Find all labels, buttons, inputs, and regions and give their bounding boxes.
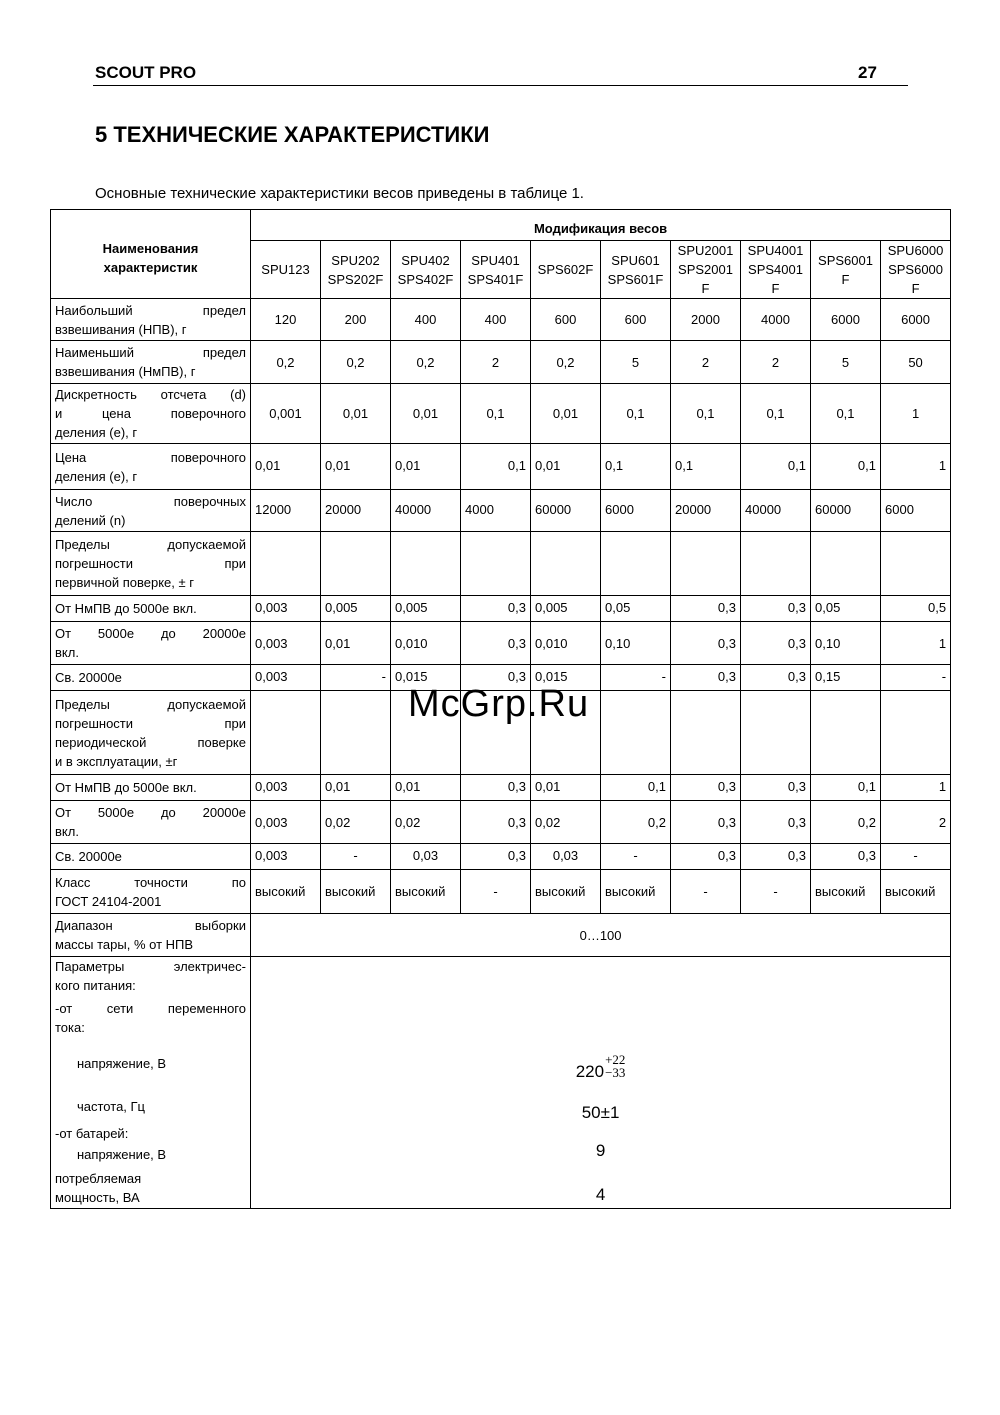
- table-cell: 1: [881, 622, 951, 665]
- text-line: вкл.: [55, 645, 79, 660]
- table-cell: высокий: [531, 870, 601, 914]
- table-cell: 5: [811, 341, 881, 384]
- model-header: [321, 241, 391, 299]
- table-cell: 0,2: [391, 341, 461, 384]
- table-cell: 0,01: [391, 775, 461, 801]
- table-cell: 120: [251, 299, 321, 341]
- row-label: [51, 596, 251, 622]
- table-cell: высокий: [251, 870, 321, 914]
- text-line: первичной поверке, ± г: [55, 575, 194, 590]
- table-cell: 2: [881, 801, 951, 844]
- table-cell: [671, 532, 741, 596]
- text-line: F: [841, 271, 850, 287]
- table-cell: 0,3: [671, 801, 741, 844]
- voltage-nominal: 220: [575, 1062, 605, 1081]
- text-line: Св. 20000е: [55, 849, 122, 864]
- table-cell: 0,01: [391, 384, 461, 444]
- text-line: делений (n): [55, 512, 126, 528]
- table-cell: 2: [741, 341, 811, 384]
- voltage-value: [251, 1053, 950, 1079]
- header-rule: [93, 85, 908, 86]
- table-cell: 0,01: [251, 444, 321, 490]
- table-row: [51, 957, 951, 1209]
- text-line: SPS4001: [748, 262, 803, 277]
- table-cell: 0,003: [251, 665, 321, 691]
- table-cell: 6000: [811, 299, 881, 341]
- table-cell: 2000: [671, 299, 741, 341]
- table-row: [51, 622, 951, 665]
- table-cell: 0,01: [321, 444, 391, 490]
- table-cell: высокий: [811, 870, 881, 914]
- table-cell: 0,1: [601, 775, 671, 801]
- table-cell: [251, 691, 321, 775]
- text-line: Цена поверочного: [55, 449, 246, 465]
- table-cell: -: [671, 870, 741, 914]
- table-cell: 0,3: [461, 775, 531, 801]
- row-label: [51, 341, 251, 384]
- section-title: 5 ТЕХНИЧЕСКИЕ ХАРАКТЕРИСТИКИ: [95, 122, 490, 147]
- table-row: [51, 870, 951, 914]
- table-cell: 6000: [881, 490, 951, 532]
- table-cell: -: [881, 665, 951, 691]
- table-cell: 0,015: [531, 665, 601, 691]
- text-line: характеристик: [103, 260, 198, 275]
- table-row: [51, 384, 951, 444]
- voltage-tolerance: [605, 1053, 625, 1079]
- table-cell: [671, 691, 741, 775]
- table-cell: 0,3: [461, 844, 531, 870]
- table-cell: -: [601, 665, 671, 691]
- table-cell: 0,003: [251, 844, 321, 870]
- table-row: [51, 341, 951, 384]
- table-cell: [601, 691, 671, 775]
- table-cell: [741, 532, 811, 596]
- table-cell: 2: [461, 341, 531, 384]
- model-header: [671, 241, 741, 299]
- table-cell: высокий: [321, 870, 391, 914]
- table-cell: -: [601, 844, 671, 870]
- table-cell: 1: [881, 775, 951, 801]
- table-cell: 0,2: [601, 801, 671, 844]
- power-values: [251, 957, 951, 1209]
- table-cell: 0,003: [251, 622, 321, 665]
- table-cell: 0,1: [601, 384, 671, 444]
- table-cell: 0,05: [601, 596, 671, 622]
- table-cell: -: [321, 665, 391, 691]
- table-cell: [321, 691, 391, 775]
- table-cell: 0,010: [531, 622, 601, 665]
- text-line: От НмПВ до 5000е вкл.: [55, 601, 197, 616]
- tare-range-value: 0…100: [251, 914, 951, 957]
- table-cell: высокий: [881, 870, 951, 914]
- table-cell: 0,001: [251, 384, 321, 444]
- table-cell: 400: [391, 299, 461, 341]
- table-cell: 0,015: [391, 665, 461, 691]
- consumption-label: мощность, ВА: [55, 1190, 140, 1205]
- table-cell: 0,3: [671, 775, 741, 801]
- text-line: SPU601: [611, 252, 660, 268]
- table-cell: 12000: [251, 490, 321, 532]
- text-line: SPU402: [401, 252, 450, 268]
- text-line: SPU6000: [887, 243, 944, 258]
- table-cell: 0,1: [461, 444, 531, 490]
- model-header: [741, 241, 811, 299]
- text-line: деления (е), г: [55, 468, 138, 484]
- table-cell: 0,3: [461, 801, 531, 844]
- text-line: погрешности при: [55, 556, 246, 571]
- table-cell: 0,03: [391, 844, 461, 870]
- text-line: Пределы допускаемой: [55, 696, 246, 712]
- row-label: [51, 384, 251, 444]
- table-cell: 0,3: [741, 622, 811, 665]
- table-cell: 200: [321, 299, 391, 341]
- text-line: и цена поверочного: [55, 406, 246, 421]
- table-cell: 0,3: [671, 665, 741, 691]
- running-header-title: SCOUT PRO: [95, 63, 197, 82]
- table-cell: 0,3: [741, 665, 811, 691]
- table-cell: 0,2: [251, 341, 321, 384]
- table-cell: 0,3: [741, 775, 811, 801]
- table-cell: 0,01: [531, 384, 601, 444]
- text-line: деления (е), г: [55, 425, 138, 440]
- text-line: Пределы допускаемой: [55, 537, 246, 552]
- consumption-value: 4: [595, 1185, 606, 1204]
- table-cell: 0,2: [811, 801, 881, 844]
- table-cell: [881, 532, 951, 596]
- table-cell: [321, 532, 391, 596]
- table-row: [51, 596, 951, 622]
- text-line: SPS2001: [678, 262, 733, 277]
- table-cell: 0,1: [741, 384, 811, 444]
- table-cell: 0,5: [881, 596, 951, 622]
- table-cell: -: [741, 870, 811, 914]
- text-line: взвешивания (НмПВ), г: [55, 364, 196, 379]
- table-row: [51, 299, 951, 341]
- table-cell: 0,1: [741, 444, 811, 490]
- table-cell: 5: [601, 341, 671, 384]
- table-row: [51, 775, 951, 801]
- row-label: [51, 299, 251, 341]
- table-cell: 0,01: [321, 384, 391, 444]
- table-cell: 0,010: [391, 622, 461, 665]
- table-cell: 0,003: [251, 775, 321, 801]
- text-line: SPS401F: [467, 271, 524, 287]
- table-cell: 0,15: [811, 665, 881, 691]
- table-cell: 0,3: [461, 665, 531, 691]
- table-cell: -: [461, 870, 531, 914]
- watermark-text: McGrp.Ru: [408, 683, 590, 725]
- table-cell: высокий: [601, 870, 671, 914]
- text-line: SPU401: [471, 252, 520, 268]
- model-header: [531, 241, 601, 299]
- text-line: F: [701, 281, 710, 296]
- text-line: -от сети переменного: [55, 1001, 246, 1016]
- text-line: SPS202F: [327, 271, 384, 287]
- table-cell: [461, 532, 531, 596]
- table-cell: 0,3: [741, 596, 811, 622]
- table-row: [51, 801, 951, 844]
- table-cell: 0,3: [811, 844, 881, 870]
- table-cell: 0,01: [531, 775, 601, 801]
- table-row: [51, 532, 951, 596]
- table-cell: 0,3: [741, 801, 811, 844]
- table-cell: 4000: [741, 299, 811, 341]
- text-line: От 5000е до 20000е: [55, 626, 246, 641]
- table-cell: [811, 691, 881, 775]
- column-header-modification: Модификация весов: [251, 210, 951, 241]
- table-cell: 0,1: [811, 384, 881, 444]
- table-cell: 0,3: [461, 596, 531, 622]
- table-cell: [881, 691, 951, 775]
- row-label: [51, 691, 251, 775]
- row-label: [51, 801, 251, 844]
- intro-paragraph: Основные технические характеристики весов приведены в таблице 1.: [95, 185, 584, 202]
- table-cell: 0,1: [671, 384, 741, 444]
- text-line: F: [911, 281, 920, 296]
- text-line: Класс точности по: [55, 874, 246, 890]
- page-number: 27: [858, 63, 877, 82]
- table-cell: 0,10: [601, 622, 671, 665]
- table-cell: 6000: [881, 299, 951, 341]
- table-cell: 0,3: [741, 844, 811, 870]
- table-cell: 0,01: [321, 775, 391, 801]
- battery-voltage-label: напряжение, В: [77, 1147, 167, 1162]
- table-cell: 0,03: [531, 844, 601, 870]
- table-cell: [391, 532, 461, 596]
- table-cell: 0,005: [321, 596, 391, 622]
- text-line: Число поверочных: [55, 493, 246, 509]
- table-cell: 0,02: [321, 801, 391, 844]
- text-line: SPU123: [261, 262, 310, 277]
- tolerance-minus: −33: [605, 1065, 626, 1080]
- table-cell: 60000: [811, 490, 881, 532]
- table-cell: 0,10: [811, 622, 881, 665]
- table-cell: 0,05: [811, 596, 881, 622]
- table-cell: 0,1: [811, 775, 881, 801]
- text-line: периодической поверке: [55, 734, 246, 750]
- table-cell: 4000: [461, 490, 531, 532]
- table-cell: 0,3: [671, 844, 741, 870]
- model-header: [811, 241, 881, 299]
- table-cell: 20000: [321, 490, 391, 532]
- table-cell: 0,02: [391, 801, 461, 844]
- text-line: SPS602F: [537, 262, 594, 277]
- table-row: [51, 844, 951, 870]
- text-line: тока:: [55, 1020, 85, 1035]
- column-header-names: [51, 210, 251, 299]
- text-line: Диапазон выборки: [55, 918, 246, 933]
- table-row: [51, 914, 951, 957]
- text-line: кого питания:: [55, 978, 136, 993]
- text-line: взвешивания (НПВ), г: [55, 321, 187, 337]
- tolerance-plus: +22: [605, 1052, 626, 1067]
- table-cell: 0,3: [671, 596, 741, 622]
- table-cell: 0,003: [251, 801, 321, 844]
- row-label: [51, 775, 251, 801]
- model-header: [391, 241, 461, 299]
- text-line: F: [771, 281, 780, 296]
- table-cell: 2: [671, 341, 741, 384]
- table-cell: 0,3: [671, 622, 741, 665]
- text-line: SPU4001: [747, 243, 804, 258]
- table-cell: [811, 532, 881, 596]
- table-cell: -: [881, 844, 951, 870]
- table-cell: 40000: [391, 490, 461, 532]
- table-cell: [531, 532, 601, 596]
- row-label: [51, 444, 251, 490]
- text-line: SPS6001: [818, 252, 873, 268]
- table-row: [51, 444, 951, 490]
- text-line: погрешности при: [55, 715, 246, 731]
- table-cell: [251, 532, 321, 596]
- text-line: массы тары, % от НПВ: [55, 937, 194, 952]
- table-cell: 0,2: [321, 341, 391, 384]
- row-label: [51, 844, 251, 870]
- text-line: Св. 20000е: [55, 670, 122, 685]
- model-header: [601, 241, 671, 299]
- frequency-label: частота, Гц: [77, 1099, 146, 1114]
- text-line: От НмПВ до 5000е вкл.: [55, 780, 197, 795]
- voltage-label: напряжение, В: [77, 1056, 167, 1071]
- table-cell: 0,005: [531, 596, 601, 622]
- table-cell: 1: [881, 444, 951, 490]
- table-cell: 0,1: [671, 444, 741, 490]
- text-line: SPS6000: [888, 262, 944, 277]
- table-cell: 40000: [741, 490, 811, 532]
- table-cell: 0,003: [251, 596, 321, 622]
- text-line: SPU2001: [677, 243, 734, 258]
- table-cell: 0,2: [531, 341, 601, 384]
- table-cell: 1: [881, 384, 951, 444]
- text-line: Наибольший предел: [55, 302, 246, 318]
- table-cell: -: [321, 844, 391, 870]
- table-cell: 20000: [671, 490, 741, 532]
- row-label-power: [51, 957, 251, 1209]
- text-line: SPS601F: [607, 271, 664, 287]
- table-cell: 50: [881, 341, 951, 384]
- table-cell: 60000: [531, 490, 601, 532]
- text-line: и в эксплуатации, ±г: [55, 753, 178, 769]
- table-cell: [741, 691, 811, 775]
- table-cell: высокий: [391, 870, 461, 914]
- table-cell: 0,3: [461, 622, 531, 665]
- table-cell: 0,02: [531, 801, 601, 844]
- table-cell: 0,01: [321, 622, 391, 665]
- table-header-row: [51, 210, 951, 241]
- text-line: Параметры электричес-: [55, 959, 246, 974]
- table-cell: 6000: [601, 490, 671, 532]
- table-cell: 0,1: [811, 444, 881, 490]
- row-label: [51, 490, 251, 532]
- table-cell: 0,005: [391, 596, 461, 622]
- table-cell: 0,01: [531, 444, 601, 490]
- table-cell: 0,01: [391, 444, 461, 490]
- table-cell: 0,1: [461, 384, 531, 444]
- text-line: SPS402F: [397, 271, 454, 287]
- row-label: [51, 622, 251, 665]
- row-label: [51, 914, 251, 957]
- model-header: [251, 241, 321, 299]
- consumption-label: потребляемая: [55, 1171, 142, 1186]
- battery-label: -от батарей:: [55, 1126, 129, 1141]
- row-label: [51, 870, 251, 914]
- text-line: От 5000е до 20000е: [55, 805, 246, 820]
- table-cell: [601, 532, 671, 596]
- text-line: Наименьший предел: [55, 345, 246, 360]
- text-line: вкл.: [55, 824, 79, 839]
- text-line: ГОСТ 24104-2001: [55, 893, 162, 909]
- model-header: [881, 241, 951, 299]
- table-row: [51, 490, 951, 532]
- table-cell: 400: [461, 299, 531, 341]
- row-label: [51, 532, 251, 596]
- table-cell: 0,1: [601, 444, 671, 490]
- row-label: [51, 665, 251, 691]
- table-cell: 600: [601, 299, 671, 341]
- text-line: Дискретность отсчета (d): [55, 387, 246, 402]
- text-line: Наименования: [102, 241, 199, 256]
- frequency-value: 50±1: [581, 1103, 620, 1122]
- battery-voltage-value: 9: [595, 1141, 606, 1160]
- table-cell: 600: [531, 299, 601, 341]
- model-header: [461, 241, 531, 299]
- text-line: SPU202: [331, 252, 380, 268]
